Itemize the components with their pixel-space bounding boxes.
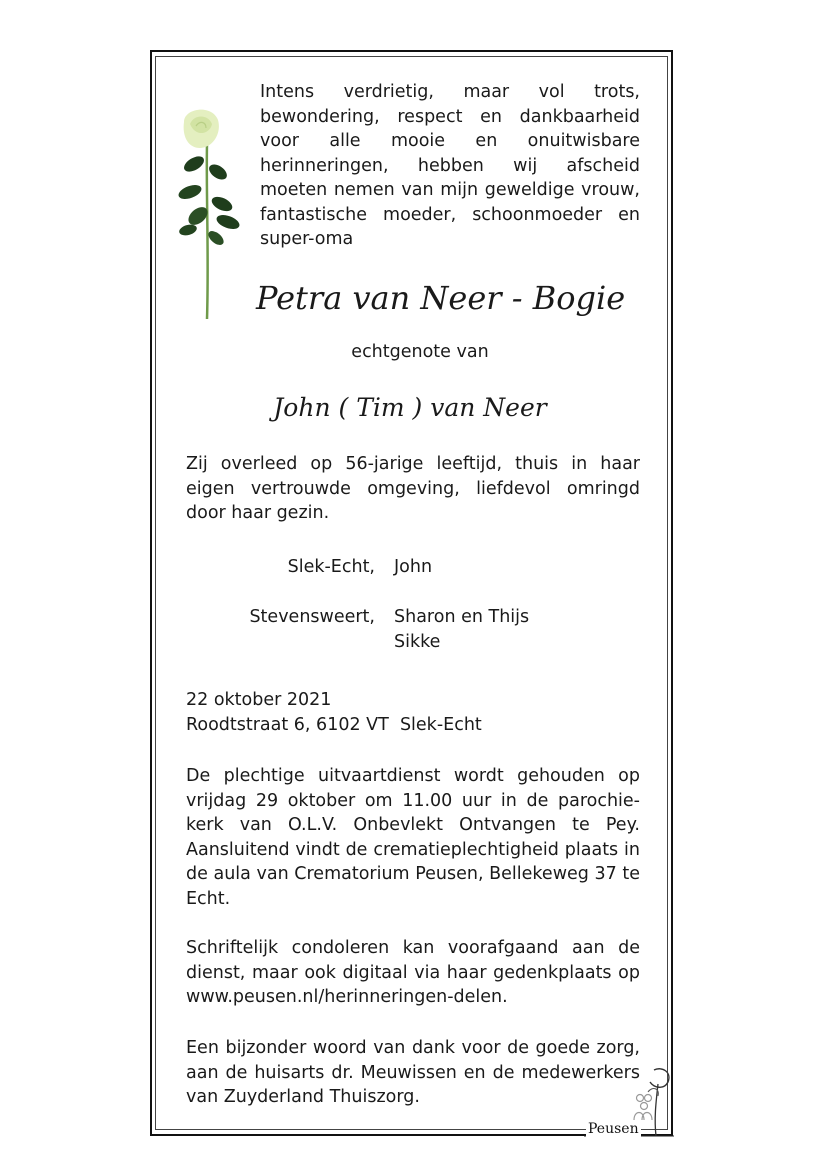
home-address: Roodtstraat 6, 6102 VT Slek-Echt [186,714,482,735]
service-text: De plechtige uitvaartdienst wordt gehouden op vrijdag 29 oktober om 11.00 uur in de parochie-kerk van O.L.V. Onbevlekt Ontvangen te Pey. Aansluitend vindt de crematieplechtigheid plaats in de aula van Crematorium Peusen, Bellekeweg 37 te Echt. [186,766,640,909]
relative-name: Sikke [394,631,441,652]
funeral-home-logo-text: Peusen [588,1121,639,1137]
condolence-text: Schriftelijk condoleren kan voorafgaand aan de dienst, maar ook digitaal via haar gedenkplaats op www.peusen.nl/herinneringen-delen. [186,938,640,1007]
relative-name: John [394,557,433,577]
spouse-name: John ( Tim ) van Neer [273,393,547,422]
spouse-label: echtgenote van [351,342,489,362]
relative-place: Slek-Echt, [287,557,375,577]
notice-date: 22 oktober 2021 [186,690,332,710]
deceased-name: Petra van Neer - Bogie [256,279,626,317]
relative-place: Stevensweert, [249,607,375,627]
rose-icon [172,104,242,324]
date-address [186,688,640,737]
relative-name: Sharon en Thijs [394,607,530,627]
intro-text: Intens verdrietig, maar vol trots, bewondering, respect en dankbaarheid voor alle mooie en onuitwisbare herinneringen, hebben wij afscheid moeten nemen van mijn geweldige vrouw, fantastische moeder, schoonmoeder en super-oma [260,82,640,249]
relative-row [0,605,827,655]
thanks-text: Een bijzonder woord van dank voor de goede zorg, aan de huisarts dr. Meuwissen en de medewerkers van Zuyderland Thuiszorg. [186,1038,640,1107]
died-text: Zij overleed op 56-jarige leeftijd, thuis in haar eigen vertrouwde omgeving, liefdevol omringd door haar gezin. [186,454,640,523]
